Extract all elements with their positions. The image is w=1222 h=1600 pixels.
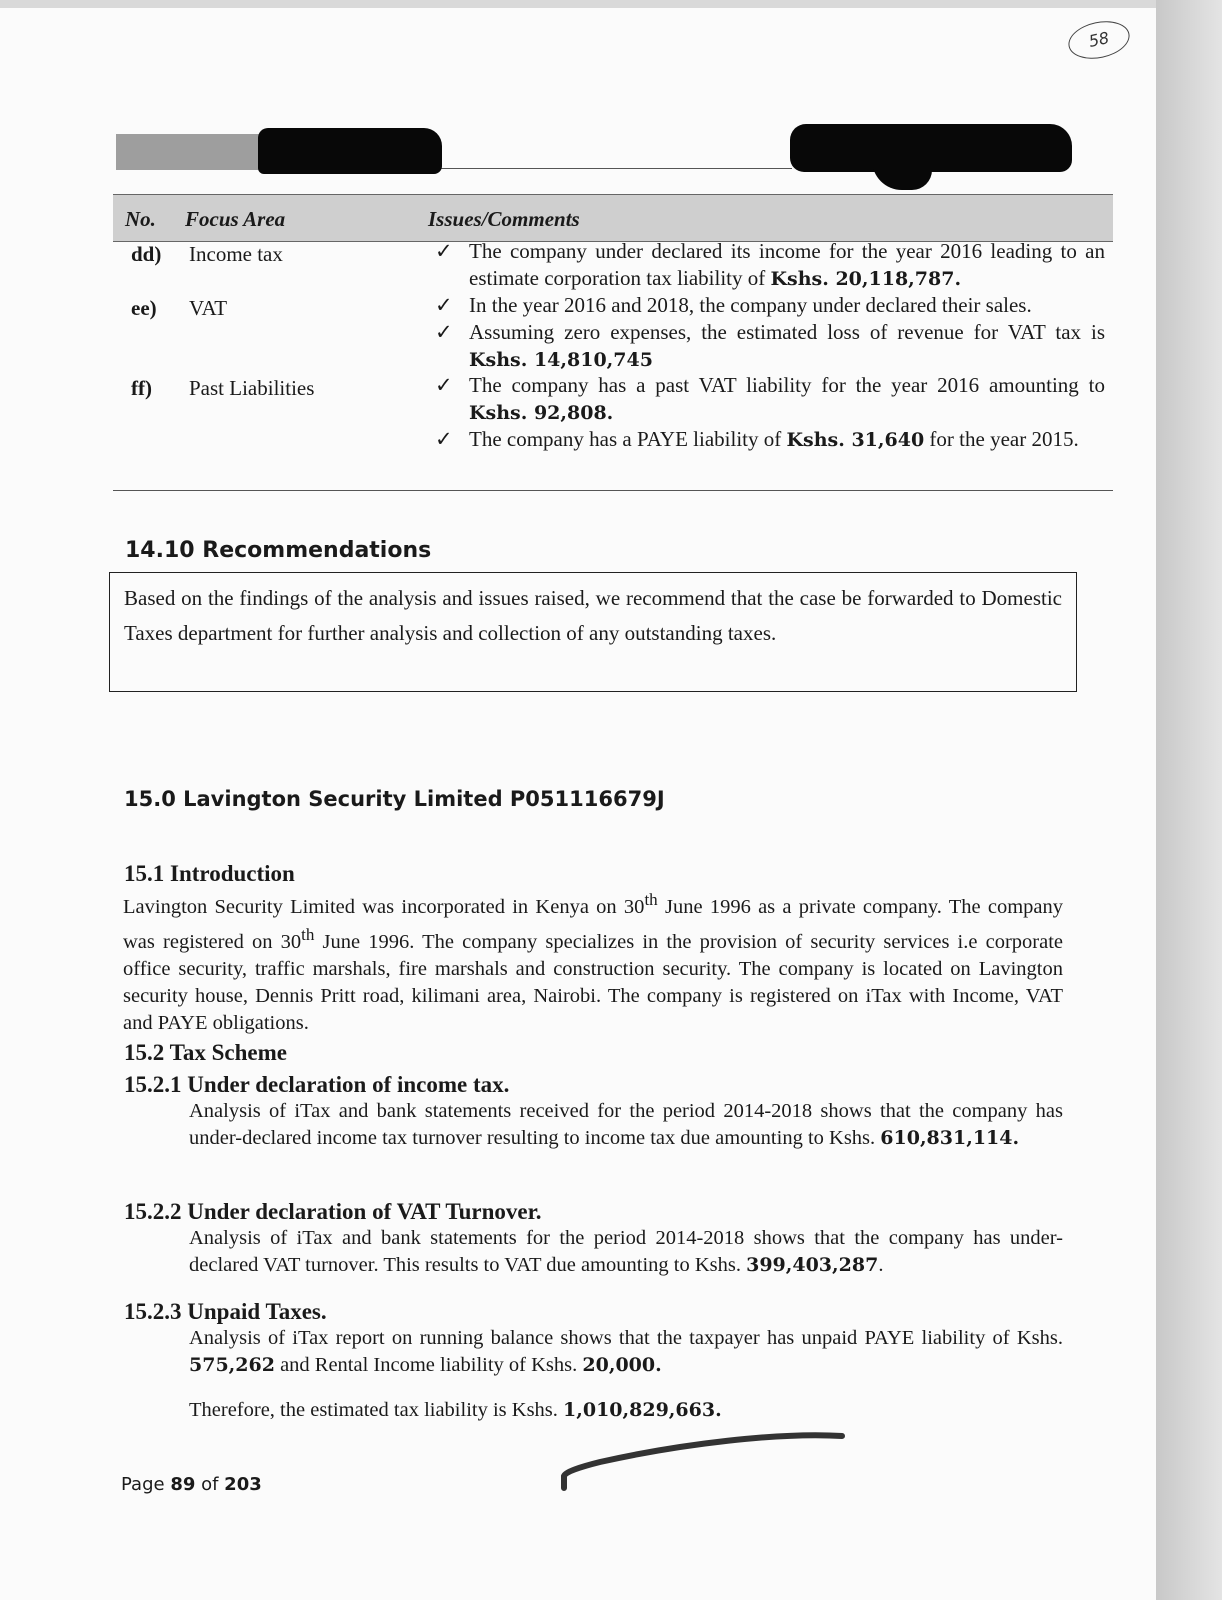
issue-text: The company under declared its income for the year 2016 leading to an estimate corporation tax liability of xyxy=(469,239,1105,290)
subsection-heading-2: 15.2.2 Under declaration of VAT Turnover. xyxy=(124,1199,542,1224)
paragraph-text: and Rental Income liability of Kshs. xyxy=(274,1354,583,1376)
subsection-paragraph-1 xyxy=(189,1098,1063,1152)
subsection-heading-3: 15.2.3 Unpaid Taxes. xyxy=(124,1299,327,1324)
current-page-number: 89 xyxy=(170,1474,196,1495)
amount: 610,831,114. xyxy=(880,1127,1020,1149)
issue-text-suffix: for the year 2015. xyxy=(924,427,1079,451)
header-no: No. xyxy=(125,207,156,231)
row-focus-area: VAT xyxy=(189,296,228,320)
check-icon: ✓ xyxy=(435,239,453,263)
amount: 575,262 xyxy=(189,1354,275,1376)
issue-text: In the year 2016 and 2018, the company under declared their sales. xyxy=(469,293,1032,317)
subsection-heading-1: 15.2.1 Under declaration of income tax. xyxy=(124,1072,510,1097)
footer-text: of xyxy=(195,1474,225,1495)
total-amount: 1,010,829,663. xyxy=(563,1399,722,1421)
paragraph-text: Therefore, the estimated tax liability is Kshs. xyxy=(189,1399,564,1421)
ordinal-suffix: th xyxy=(301,924,315,944)
pen-underline-mark xyxy=(560,1424,870,1524)
header-rule xyxy=(436,168,792,169)
check-icon: ✓ xyxy=(435,293,453,317)
table-bottom-rule xyxy=(113,490,1113,491)
subsection-paragraph-3 xyxy=(189,1325,1063,1379)
issue-text: Assuming zero expenses, the estimated loss of revenue for VAT tax is xyxy=(469,320,1105,344)
recommendations-heading: 14.10 Recommendations xyxy=(125,538,432,563)
paragraph-text: Analysis of iTax and bank statements received for the period 2014-2018 shows that the company has under-declared income tax turnover resulting to income tax due amounting to Kshs. xyxy=(189,1100,1063,1149)
intro-text: June 1996 as a private company. The company was registered on 30 xyxy=(123,895,1064,953)
page-footer xyxy=(121,1474,262,1495)
header-focus-area: Focus Area xyxy=(185,207,286,231)
tax-scheme-heading: 15.2 Tax Scheme xyxy=(124,1040,287,1065)
row-number: ee) xyxy=(131,296,157,320)
issue-text: The company has a past VAT liability for the year 2016 amounting to xyxy=(469,373,1105,397)
check-icon: ✓ xyxy=(435,427,453,451)
header-issues: Issues/Comments xyxy=(428,207,580,231)
total-liability-paragraph xyxy=(189,1397,1063,1424)
recommendations-text: Based on the findings of the analysis and issues raised, we recommend that the case be forwarded to Domestic Taxes department for further analysis and collection of any outstanding taxes. xyxy=(124,586,1062,645)
issue-item xyxy=(435,292,1105,319)
paragraph-text: Analysis of iTax report on running balance shows that the taxpayer has unpaid PAYE liability of Kshs. xyxy=(189,1327,1063,1349)
issue-text: The company has a PAYE liability of xyxy=(469,427,787,451)
page-number-stamp: 58 xyxy=(1065,16,1133,64)
total-pages: 203 xyxy=(224,1474,262,1495)
redaction-mark xyxy=(258,128,442,174)
ordinal-suffix: th xyxy=(644,890,658,909)
paragraph-text: . xyxy=(878,1254,884,1276)
introduction-heading: 15.1 Introduction xyxy=(124,861,295,886)
issue-item xyxy=(435,372,1105,427)
issue-item xyxy=(435,426,1105,454)
row-focus-area: Income tax xyxy=(189,242,283,266)
row-focus-area: Past Liabilities xyxy=(189,376,315,400)
row-number: dd) xyxy=(131,242,162,266)
recommendations-box xyxy=(109,572,1077,692)
amount: 20,000. xyxy=(582,1354,662,1376)
issue-amount: Kshs. 92,808. xyxy=(469,402,614,424)
table-header xyxy=(113,194,1113,242)
check-icon: ✓ xyxy=(435,373,453,397)
paragraph-text: Analysis of iTax and bank statements for the period 2014-2018 shows that the company has under-declared VAT turnover. This results to VAT due amounting to Kshs. xyxy=(189,1227,1063,1276)
issue-amount: Kshs. 14,810,745 xyxy=(469,349,653,371)
check-icon: ✓ xyxy=(435,320,453,344)
page-edge-shadow xyxy=(1156,0,1222,1600)
amount: 399,403,287 xyxy=(746,1254,879,1276)
issue-item xyxy=(435,319,1105,374)
issue-item xyxy=(435,238,1105,293)
row-number: ff) xyxy=(131,376,152,400)
section-heading-15: 15.0 Lavington Security Limited P051116679J xyxy=(124,787,665,811)
introduction-paragraph xyxy=(123,886,1063,1037)
issue-amount: Kshs. 31,640 xyxy=(786,429,925,451)
subsection-paragraph-2 xyxy=(189,1225,1063,1279)
issue-amount: Kshs. 20,118,787. xyxy=(770,268,962,290)
intro-text: Lavington Security Limited was incorporated in Kenya on 30 xyxy=(123,895,645,918)
footer-text: Page xyxy=(121,1474,171,1495)
intro-text: June 1996. The company specializes in the provision of security services i.e corporate office security, traffic marshals, fire marshals and construction security. The company is located on Lavington security house, Dennis Pritt road, kilimani area, Nairobi. The company is registered on iTax with Income, VAT and PAYE obligations. xyxy=(123,930,1063,1034)
